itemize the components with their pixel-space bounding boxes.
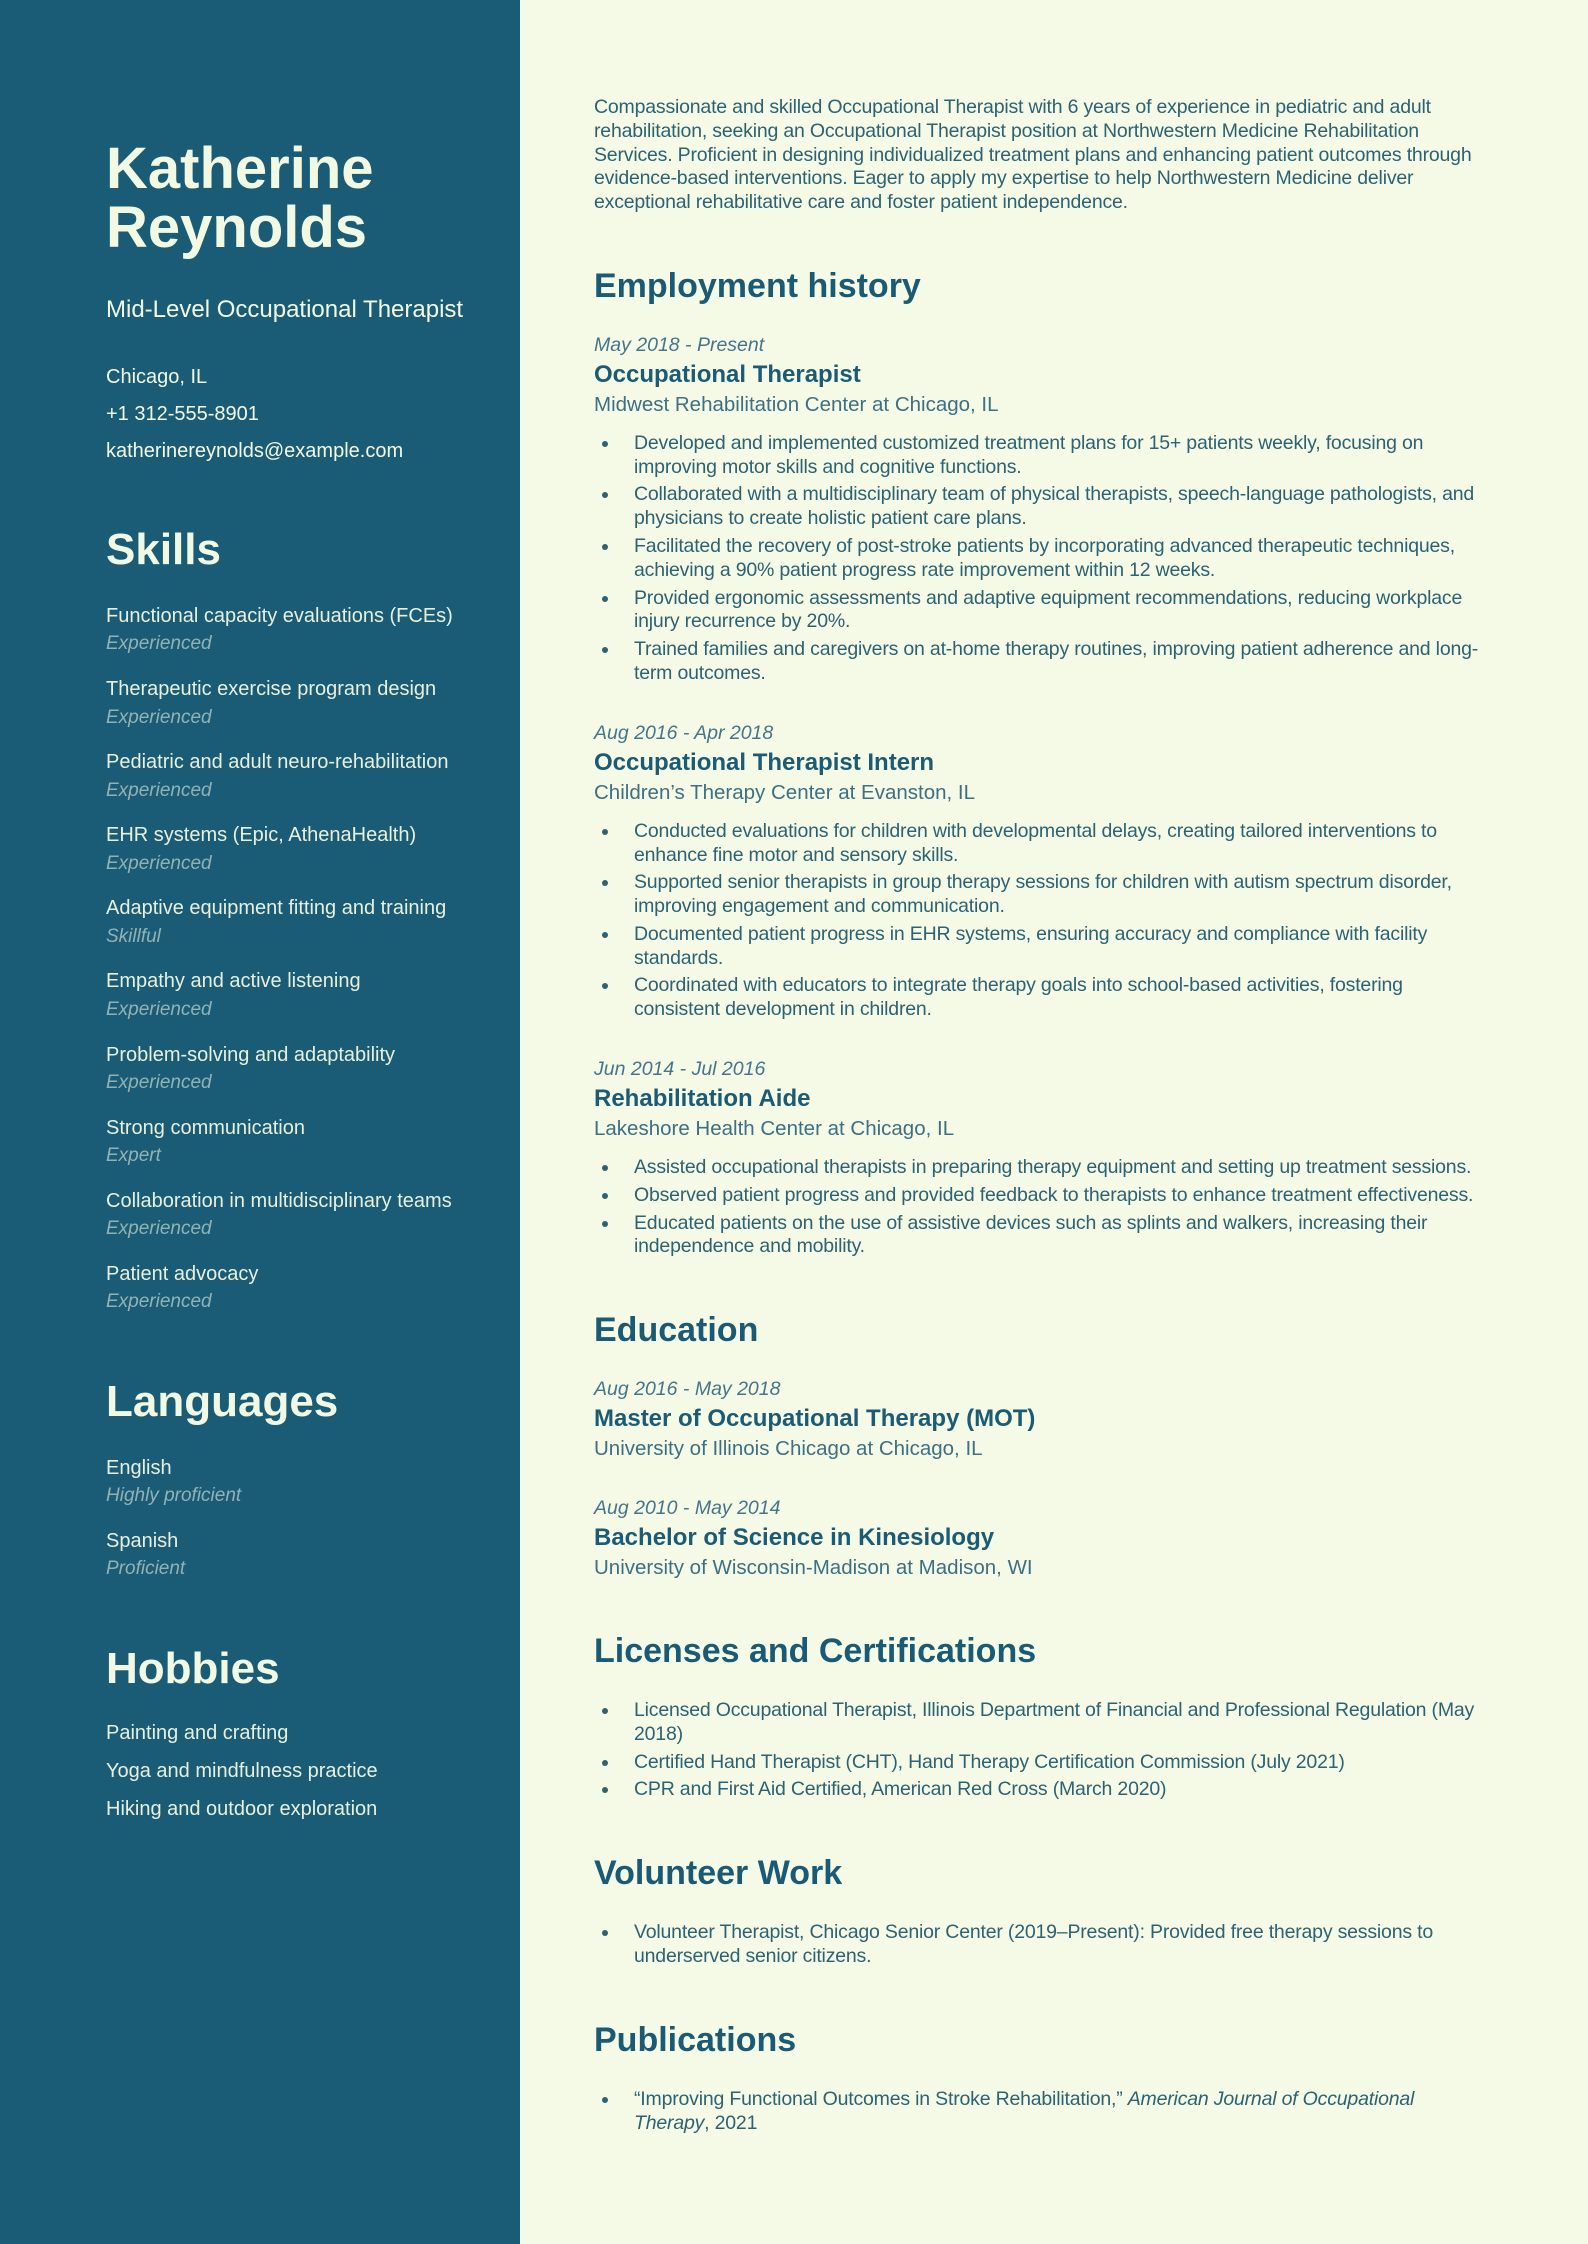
skill-item	[106, 1042, 490, 1096]
skill-level: Experienced	[106, 1071, 212, 1093]
employment-bullets	[594, 1156, 1488, 1259]
skills-list	[106, 603, 490, 1315]
person-first-name: Katherine	[106, 135, 374, 201]
education-school: University of Wisconsin-Madison at Madison, WI	[594, 1556, 1033, 1580]
skill-item	[106, 676, 490, 730]
language-name: Spanish	[106, 1529, 179, 1552]
main-column	[520, 0, 1588, 2244]
license-item: Licensed Occupational Therapist, Illinois Department of Financial and Professional Regulation (May 2018)	[594, 1699, 1488, 1747]
contact-block	[106, 366, 490, 463]
skill-name: Collaboration in multidisciplinary teams	[106, 1189, 452, 1212]
skill-level: Experienced	[106, 633, 212, 655]
employment-entry	[594, 1058, 1488, 1259]
language-level: Proficient	[106, 1558, 186, 1580]
bullet-item: Coordinated with educators to integrate therapy goals into school-based activities, fostering consistent development in children.	[594, 974, 1488, 1022]
employment-company: Children’s Therapy Center at Evanston, IL	[594, 780, 975, 804]
skill-item	[106, 603, 490, 657]
skill-name: Problem-solving and adaptability	[106, 1043, 396, 1066]
education-dates: Aug 2010 - May 2014	[594, 1497, 781, 1520]
license-item: Certified Hand Therapist (CHT), Hand Therapy Certification Commission (July 2021)	[594, 1751, 1488, 1775]
publication-journal: American Journal of Occupational Therapy	[634, 2087, 1415, 2134]
hobbies-heading: Hobbies	[106, 1643, 280, 1693]
employment-company: Lakeshore Health Center at Chicago, IL	[594, 1116, 955, 1140]
skill-item	[106, 1188, 490, 1242]
skill-level: Experienced	[106, 998, 212, 1020]
hobby-item: Hiking and outdoor exploration	[106, 1797, 378, 1820]
language-name: English	[106, 1456, 172, 1479]
education-dates: Aug 2016 - May 2018	[594, 1378, 781, 1401]
skill-name: Functional capacity evaluations (FCEs)	[106, 605, 453, 628]
hobbies-list	[106, 1722, 490, 1821]
skill-level: Experienced	[106, 852, 212, 874]
publications-list	[594, 2088, 1488, 2136]
bullet-item: Assisted occupational therapists in preparing therapy equipment and setting up treatment sessions.	[594, 1156, 1488, 1180]
person-name	[106, 135, 490, 261]
skill-level: Experienced	[106, 1218, 212, 1240]
bullet-item: Facilitated the recovery of post-stroke patients by incorporating advanced therapeutic techniques, achieving a 90% patient progress rate improvement within 12 weeks.	[594, 535, 1488, 583]
skill-item	[106, 822, 490, 876]
professional-summary: Compassionate and skilled Occupational Therapist with 6 years of experience in pediatric and adult rehabilitation, seeking an Occupational Therapist position at Northwestern Medicine Rehabilitation Services. Proficient in designing individualized treatment plans and enhancing patient outcomes through evidence-based interventions. Eager to apply my expertise to help Northwestern Medicine deliver exceptional rehabilitative care and foster patient independence.	[594, 96, 1472, 214]
hobby-item: Yoga and mindfulness practice	[106, 1759, 378, 1782]
employment-heading: Employment history	[594, 266, 921, 305]
publication-item	[594, 2088, 1488, 2136]
employment-company: Midwest Rehabilitation Center at Chicago, IL	[594, 392, 999, 416]
skill-item	[106, 895, 490, 949]
skill-name: Strong communication	[106, 1116, 305, 1139]
skill-level: Expert	[106, 1144, 161, 1166]
bullet-item: Conducted evaluations for children with developmental delays, creating tailored interventions to enhance fine motor and sensory skills.	[594, 820, 1488, 868]
skills-heading: Skills	[106, 525, 221, 575]
employment-bullets	[594, 432, 1488, 686]
skill-level: Experienced	[106, 1291, 212, 1313]
skill-level: Experienced	[106, 779, 212, 801]
skill-item	[106, 1261, 490, 1315]
volunteer-list	[594, 1921, 1488, 1969]
employment-bullets	[594, 820, 1488, 1022]
employment-entry	[594, 334, 1488, 686]
language-item	[106, 1528, 490, 1582]
education-entry	[594, 1497, 1488, 1580]
bullet-item: Collaborated with a multidisciplinary team of physical therapists, speech-language pathologists, and physicians to create holistic patient care plans.	[594, 483, 1488, 531]
volunteer-item: Volunteer Therapist, Chicago Senior Center (2019–Present): Provided free therapy sessions to underserved senior citizens.	[594, 1921, 1488, 1969]
bullet-item: Documented patient progress in EHR systems, ensuring accuracy and compliance with facility standards.	[594, 923, 1488, 971]
employment-entry	[594, 722, 1488, 1022]
education-degree: Master of Occupational Therapy (MOT)	[594, 1405, 1036, 1433]
publication-title: “Improving Functional Outcomes in Stroke Rehabilitation,”	[634, 2087, 1128, 2110]
employment-title: Occupational Therapist	[594, 360, 861, 388]
languages-list	[106, 1455, 490, 1582]
contact-phone: +1 312-555-8901	[106, 403, 259, 426]
employment-dates: Aug 2016 - Apr 2018	[594, 721, 774, 744]
licenses-list	[594, 1699, 1488, 1802]
publications-heading: Publications	[594, 2020, 797, 2059]
bullet-item: Educated patients on the use of assistive devices such as splints and walkers, increasing their independence and mobility.	[594, 1212, 1488, 1260]
skill-name: Therapeutic exercise program design	[106, 678, 437, 701]
contact-location: Chicago, IL	[106, 366, 208, 389]
skill-level: Skillful	[106, 925, 161, 947]
skill-name: EHR systems (Epic, AthenaHealth)	[106, 824, 417, 847]
employment-dates: Jun 2014 - Jul 2016	[594, 1057, 766, 1080]
hobby-item: Painting and crafting	[106, 1721, 289, 1744]
person-last-name: Reynolds	[106, 195, 368, 261]
bullet-item: Provided ergonomic assessments and adaptive equipment recommendations, reducing workplace injury recurrence by 20%.	[594, 587, 1488, 635]
skill-name: Patient advocacy	[106, 1262, 259, 1285]
skill-name: Pediatric and adult neuro-rehabilitation	[106, 751, 449, 774]
bullet-item: Developed and implemented customized treatment plans for 15+ patients weekly, focusing on improving motor skills and cognitive functions.	[594, 432, 1488, 480]
education-entry	[594, 1378, 1488, 1461]
skill-level: Experienced	[106, 706, 212, 728]
language-level: Highly proficient	[106, 1485, 242, 1507]
bullet-item: Trained families and caregivers on at-home therapy routines, improving patient adherence and long-term outcomes.	[594, 638, 1488, 686]
skill-item	[106, 968, 490, 1022]
contact-email: katherinereynolds@example.com	[106, 440, 404, 463]
employment-title: Rehabilitation Aide	[594, 1084, 811, 1112]
skill-item	[106, 1115, 490, 1169]
licenses-heading: Licenses and Certifications	[594, 1632, 1037, 1671]
skill-name: Empathy and active listening	[106, 970, 361, 993]
education-heading: Education	[594, 1311, 759, 1350]
bullet-item: Supported senior therapists in group therapy sessions for children with autism spectrum disorder, improving engagement and communication.	[594, 871, 1488, 919]
license-item: CPR and First Aid Certified, American Red Cross (March 2020)	[594, 1778, 1488, 1802]
employment-dates: May 2018 - Present	[594, 333, 765, 356]
bullet-item: Observed patient progress and provided feedback to therapists to enhance treatment effectiveness.	[594, 1184, 1488, 1208]
volunteer-heading: Volunteer Work	[594, 1854, 843, 1893]
languages-heading: Languages	[106, 1376, 339, 1426]
person-job-title: Mid-Level Occupational Therapist	[106, 296, 464, 324]
employment-title: Occupational Therapist Intern	[594, 748, 935, 776]
education-school: University of Illinois Chicago at Chicago, IL	[594, 1437, 983, 1461]
publication-year: , 2021	[704, 2111, 758, 2134]
skill-name: Adaptive equipment fitting and training	[106, 897, 447, 920]
education-degree: Bachelor of Science in Kinesiology	[594, 1524, 995, 1552]
sidebar	[0, 0, 520, 2244]
language-item	[106, 1455, 490, 1509]
skill-item	[106, 749, 490, 803]
